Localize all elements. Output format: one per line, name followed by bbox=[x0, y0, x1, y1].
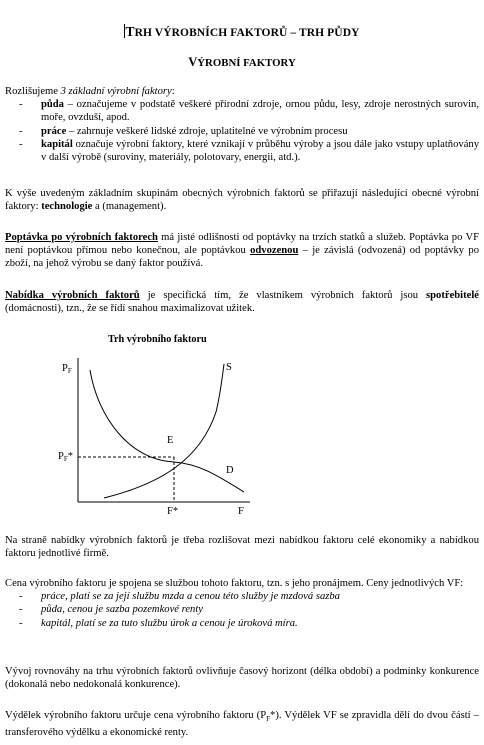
factor-list bbox=[5, 98, 479, 164]
section-heading: VÝROBNÍ FAKTORY bbox=[188, 55, 296, 69]
list-item: - práce, platí se za její službu mzda a cenou této služby je mzdová sazba bbox=[5, 590, 479, 603]
x-axis-label: F bbox=[238, 506, 244, 517]
equilibrium-paragraph: Vývoj rovnováhy na trhu výrobních faktorů ovlivňuje časový horizont (délka období) a podmínky konkurence (dokonalá nebo nedokonalá konkurence). bbox=[5, 666, 479, 691]
income-paragraph: Výdělek výrobního faktoru určuje cena výrobního faktoru $(P_F*)$. Výdělek VF se zpravidla dělí do dvou částí – transferového výdělku a ekonomické renty. bbox=[5, 710, 479, 739]
y-axis-label: PF bbox=[62, 363, 72, 375]
list-item: - práce – zahrnuje veškeré lidské zdroje, uplatitelné ve výrobním procesu bbox=[5, 125, 479, 138]
list-item: - kapitál, platí se za tuto službu úrok a cenou je úroková míra. bbox=[5, 617, 479, 630]
intro-paragraph bbox=[5, 85, 479, 164]
list-item: - půda, cenou je sazba pozemkové renty bbox=[5, 603, 479, 616]
figure-title: Trh výrobního faktoru bbox=[108, 334, 207, 345]
intro-lead: Rozlišujeme 3 základní výrobní faktory: bbox=[5, 86, 175, 97]
factor-market-diagram bbox=[50, 352, 260, 524]
demand-paragraph: Poptávka po výrobních faktorech má jisté odlišnosti od poptávky na trzích statků a služeb. Poptávka po VF není poptávkou přímou nebo konečnou, ale poptávkou odvozenou – je závislá (odvozená) od poptávky po zboží, na jehož výrobu se daný faktor používá. bbox=[5, 232, 479, 270]
supply-side-paragraph: Na straně nabídky výrobních faktorů je třeba rozlišovat mezi nabídkou faktoru celé ekonomiky a nabídkou faktoru jednotlivé firmě. bbox=[5, 535, 479, 560]
supply-label: S bbox=[226, 362, 232, 373]
supply-curve bbox=[104, 364, 224, 498]
equilibrium-price-label: PF* bbox=[58, 451, 73, 463]
equilibrium-label: E bbox=[167, 435, 174, 446]
list-item: - půda – označujeme v podstatě veškeré přírodní zdroje, ornou půdu, lesy, zdroje nerostných surovin, moře, ovzduší, apod. bbox=[5, 98, 479, 124]
supply-paragraph: Nabídka výrobních faktorů je specifická tím, že vlastníkem výrobních faktorů jsou spotřebitelé (domácnosti), tzn., že se řídí snahou maximalizovat užitek. bbox=[5, 290, 479, 315]
price-paragraph: Cena výrobního faktoru je spojena se službou tohoto faktoru, tzn. s jeho pronájmem. Ceny jednotlivých VF: - práce, platí se za její službu mzda a cenou této služby je mzdová sazba - půda, cenou je sazba pozemkové renty - kapitál, platí se za tuto službu úrok a cenou je úroková míra. bbox=[5, 577, 479, 630]
general-factors-paragraph: K výše uvedeným základním skupinám obecných výrobních faktorů se přiřazují následující obecné výrobní faktory: technologie a (management). bbox=[5, 188, 479, 213]
price-list bbox=[5, 590, 479, 630]
equilibrium-quantity-label: F* bbox=[167, 506, 179, 517]
demand-label: D bbox=[226, 465, 234, 476]
list-item: - kapitál označuje výrobní faktory, které vznikají v průběhu výroby a jsou dále jako vstupy uplatňovány v další výrobě (suroviny, materiály, polotovary, energii, atd.). bbox=[5, 138, 479, 164]
page-title: TRH VÝROBNÍCH FAKTORŮ – TRH PŮDY bbox=[125, 24, 360, 39]
